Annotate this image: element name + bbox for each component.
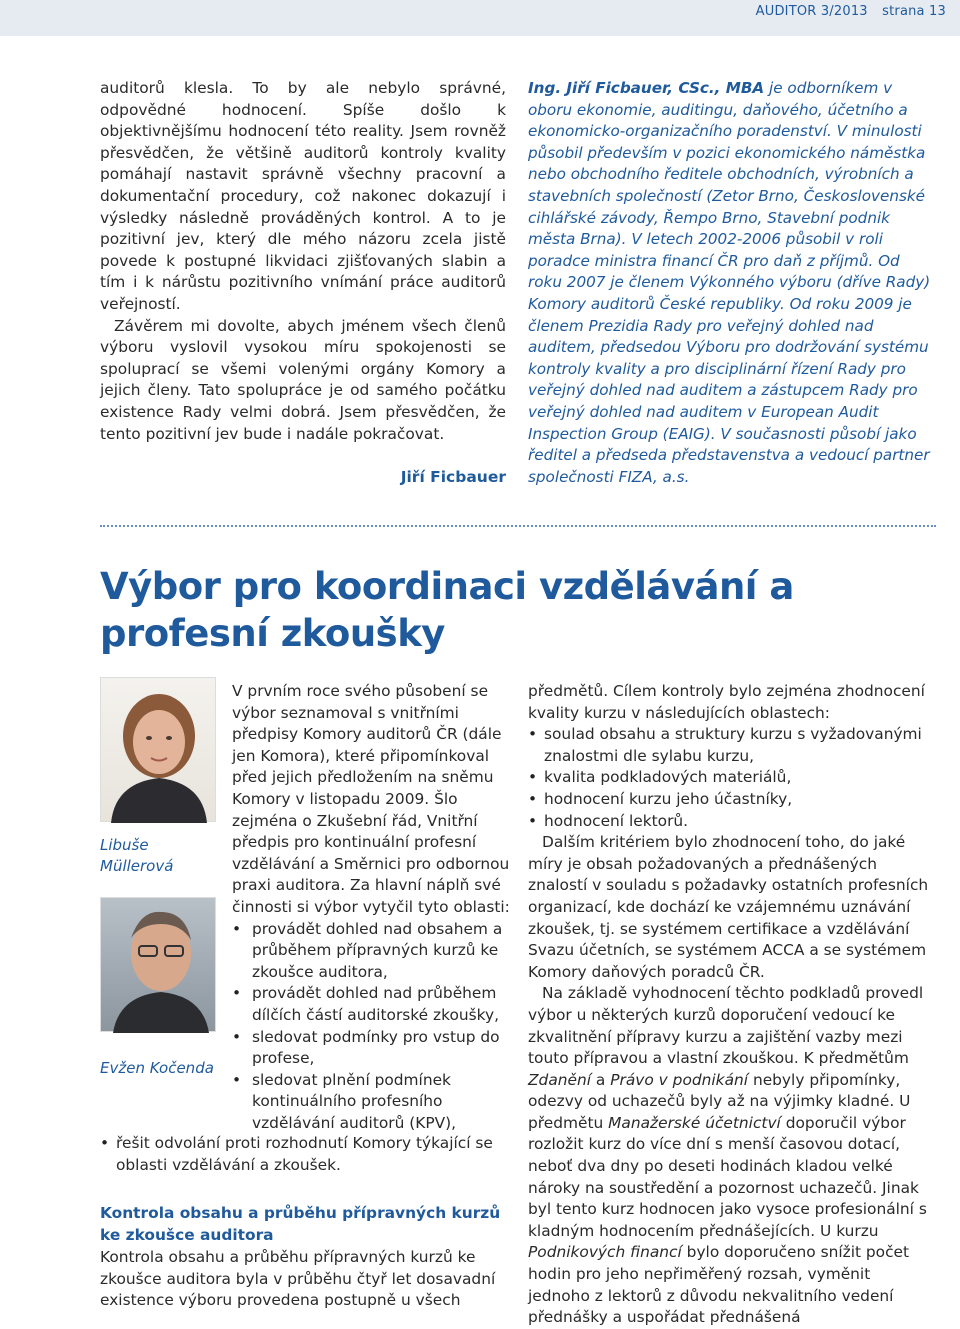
header-bar xyxy=(0,0,960,36)
article-title: Výbor pro koordinaci vzdělávání a profesní zkoušky xyxy=(100,565,794,655)
list-item: • provádět dohled nad průběhem dílčích částí auditorské zkoušky, xyxy=(232,983,512,1026)
author-bio xyxy=(528,78,936,488)
page-number: strana 13 xyxy=(882,4,946,19)
text-run: a xyxy=(591,1070,611,1089)
page-header xyxy=(756,4,946,19)
section-subheading: Kontrola obsahu a průběhu přípravných kurzů ke zkoušce auditora xyxy=(100,1204,501,1244)
course-name-ucetnictvi: Manažerské účetnictví xyxy=(608,1113,781,1132)
article-intro-paragraph: V prvním roce svého působení se výbor seznamoval s vnitřními předpisy Komory auditorů ČR (dále jen Komora), které připomínkoval před jejich předložením na sněmu Komory v listopadu 2009. Šlo zejména o Zkušební řád, Vnitřní předpis pro kontinuální profesní vzdělávání a Směrnici pro odbornou praxi auditora. Za hlavní náplň své činnosti si výbor vytyčil tyto oblasti: xyxy=(232,682,510,916)
bio-paragraph xyxy=(528,78,936,488)
list-item: • sledovat plnění podmínek kontinuálního profesního vzdělávání auditorů (KPV), xyxy=(232,1070,512,1135)
subsection-body xyxy=(100,1247,510,1312)
portrait-photo-kocenda xyxy=(100,897,216,1032)
portrait-illustration-1 xyxy=(101,678,217,823)
section-divider xyxy=(100,525,936,527)
article-body-middle xyxy=(232,681,512,1134)
bio-name: Ing. Jiří Ficbauer, CSc., MBA xyxy=(528,79,765,97)
right-paragraph-2: Dalším kritériem bylo zhodnocení toho, do jaké míry je obsah požadovaných a přednášených znalostí v souladu s požadavky ostatních profesních organizací, kde dochází ke vzájemnému uznávání zkoušek, tj. se systémem certifikace a vzdělávání Svazu účetních, se systémem ACCA a se systémem Komory daňových poradců ČR. xyxy=(528,833,929,981)
publication-name: AUDITOR 3/2013 xyxy=(755,4,868,19)
list-item: • hodnocení kurzu jeho účastníky, xyxy=(528,789,936,811)
list-item: • soulad obsahu a struktury kurzu s vyžadovanými znalostmi dle sylabu kurzu, xyxy=(528,724,936,767)
portrait-illustration-2 xyxy=(101,898,217,1033)
intro-paragraph-1: auditorů klesla. To by ale nebylo správné, odpovědné hodnocení. Spíše došlo k objektivnějšímu hodnocení této reality. Jsem rovněž přesvědčen, že většině auditorů kontroly kvality pomáhají nastavit správně všechny pracovní a dokumentační procedury, což nakonec dokazují i výsledky následně prováděných kontrol. A to je pozitivní jev, který dle mého názoru zcela jistě povede k postupné likvidaci zjišťovaných slabin a tím i k nárůstu pozitivního vnímání práce auditorů veřejností. xyxy=(100,79,506,313)
bio-text: je odborníkem v oboru ekonomie, auditingu, daňového, účetního a ekonomicko-organizačního poradenství. V minulosti působil především v pozici ekonomického náměstka nebo obchodního ředitele obchodních, výrobních a stavebních společností (Zetor Brno, Československé cihlářské závody, Řempo Brno, Stavební podnik města Brna). V letech 2002-2006 působil v roli poradce ministra financí ČR pro daň z příjmů. Od roku 2007 je členem Výkonného výboru (dříve Rady) Komory auditorů České republiky. Od roku 2009 je členem Prezidia Rady pro veřejný dohled nad auditem, předsedou Výboru pro dodržování systému kontroly kvality a pro disciplinární řízení Rady pro veřejný dohled nad auditem a zástupcem Rady pro veřejný dohled nad auditem v European Audit Inspection Group (EAIG). V současnosti působí jako ředitel a předseda představenstva a vedoucí partner společnosti FIZA, a.s. xyxy=(528,79,931,486)
article-body-right xyxy=(528,681,936,1329)
portrait-photo-mullerova xyxy=(100,677,216,822)
list-item: • řešit odvolání proti rozhodnutí Komory týkající se oblasti vzdělávání a zkoušek. xyxy=(100,1133,510,1176)
text-run: nebyly připomínky, odezvy od uchazečů byly až na výjimky kladné. U předmětu xyxy=(528,1070,911,1132)
intro-paragraph-2: Závěrem mi dovolte, abych jménem všech členů výboru vyslovil vysokou míru spokojenosti se spoluprací se všemi volenými orgány Komory a jejich členy. Tato spolupráce je od samého počátku existence Rady velmi dobrá. Jsem přesvědčen, že tento pozitivní jev bude i nadále pokračovat. xyxy=(100,316,506,443)
list-item: • provádět dohled nad obsahem a průběhem přípravných kurzů ke zkoušce auditora, xyxy=(232,919,512,984)
list-item: • sledovat podmínky pro vstup do profese, xyxy=(232,1027,512,1070)
text-run: doporučil výbor rozložit kurz do více dní s menší časovou dotací, neboť dva dny po deseti hodinách kladou velké nároky na soustředění a pozornost uchazečů. Jinak byl tento kurz hodnocen jako vysoce profesionální s kladným hodnocením přednášejících. U kurzu xyxy=(528,1113,927,1240)
text-run: bylo doporučeno snížit počet hodin pro jeho nepřiměřený rozsah, vyměnit jednoho z lektorů z důvodu nekvalitního vedení přednášky a uspořádat přednášená xyxy=(528,1243,910,1327)
activity-area-list xyxy=(232,919,512,1135)
quality-area-list xyxy=(528,724,936,832)
author-signature: Jiří Ficbauer xyxy=(400,468,506,487)
photo-caption-kocenda: Evžen Kočenda xyxy=(100,1059,214,1077)
list-item: • kvalita podkladových materiálů, xyxy=(528,767,936,789)
course-name-zdaneni: Zdanění xyxy=(528,1070,591,1089)
course-name-pravo: Právo v podnikání xyxy=(610,1070,749,1089)
list-item: • hodnocení lektorů. xyxy=(528,811,936,833)
text-run: Na základě vyhodnocení těchto podkladů provedl výbor u některých kurzů doporučení vedoucí ke zkvalitnění přípravy kurzu a zajištění vazby mezi touto přípravou a vlastní zkouškou. K předmětům xyxy=(528,984,924,1068)
course-name-finance: Podnikových financí xyxy=(528,1243,682,1262)
activity-area-list-continued xyxy=(100,1133,510,1176)
photo-caption-mullerova: Libuše Müllerová xyxy=(100,836,174,875)
right-paragraph-3 xyxy=(528,983,936,1329)
subsection-paragraph: Kontrola obsahu a průběhu přípravných kurzů ke zkoušce auditora byla v průběhu čtyř let dosavadní existence výboru provedena postupně u všech xyxy=(100,1248,496,1310)
intro-column xyxy=(100,78,506,489)
right-lead-paragraph: předmětů. Cílem kontroly bylo zejména zhodnocení kvality kurzu v následujících oblastech: xyxy=(528,682,925,722)
activity-area-list-end xyxy=(100,1133,510,1176)
